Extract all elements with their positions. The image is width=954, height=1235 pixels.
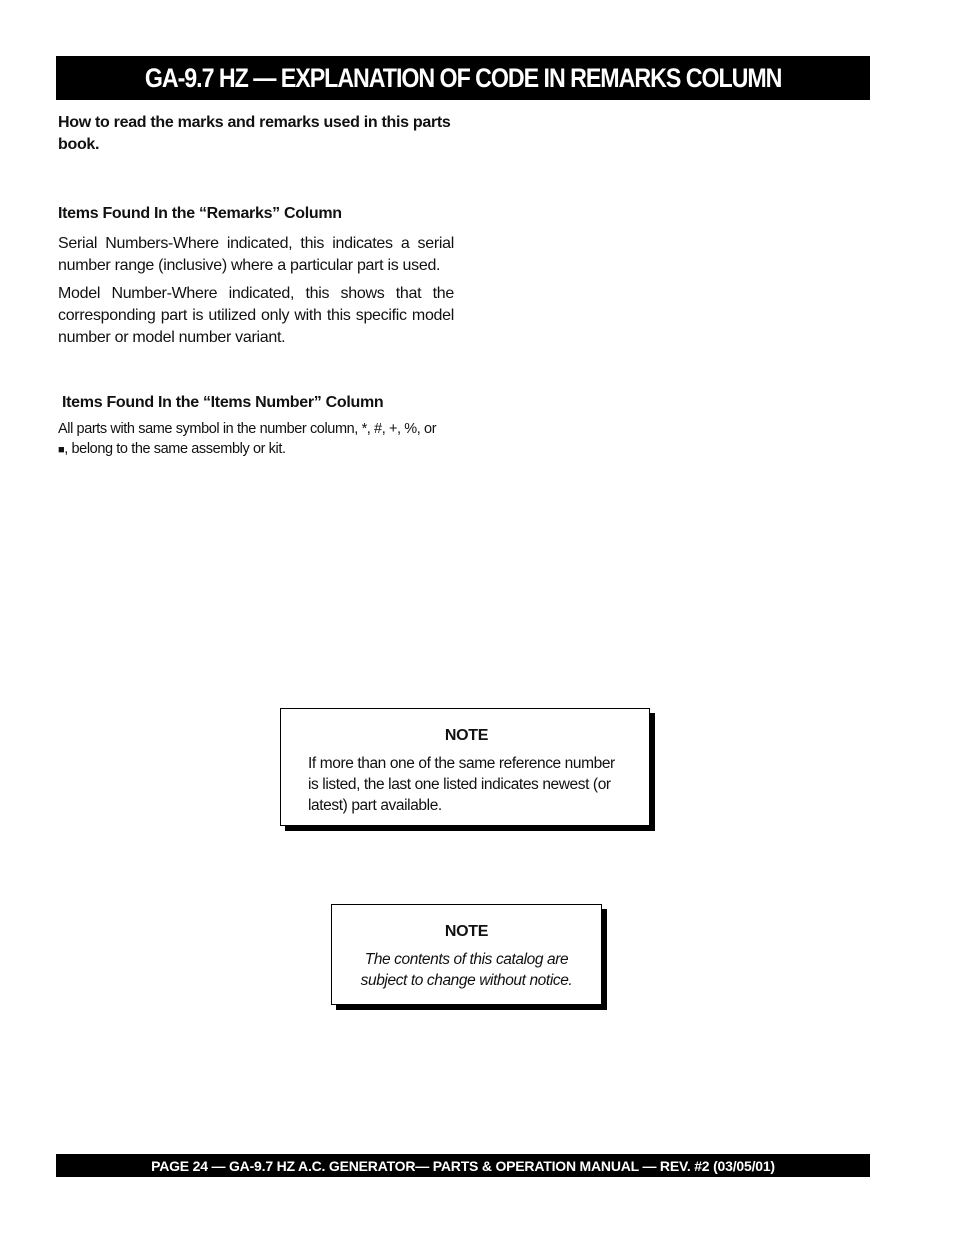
intro-text: How to read the marks and remarks used in this parts book. xyxy=(58,114,451,153)
main-content xyxy=(58,112,454,460)
items-paragraph xyxy=(58,419,454,460)
note-title: NOTE xyxy=(444,727,489,744)
items-symbols: *, #, +, %, or xyxy=(361,421,437,437)
note-box-catalog xyxy=(331,904,602,1005)
items-section-title: Items Found In the “Items Number” Column xyxy=(62,394,384,411)
page-footer-bar xyxy=(56,1154,870,1177)
items-text-end: , belong to the same assembly or kit. xyxy=(64,441,286,457)
footer-text: PAGE 24 — GA-9.7 HZ A.C. GENERATOR— PARTS & OPERATION MANUAL — REV. #2 (03/05/01) xyxy=(151,1157,775,1174)
model-number-paragraph: Model Number-Where indicated, this shows that the corresponding part is utilized only with this specific model number or model number variant. xyxy=(58,285,454,346)
note-text: The contents of this catalog are subject to change without notice. xyxy=(360,951,573,989)
serial-numbers-paragraph: Serial Numbers-Where indicated, this indicates a serial number range (inclusive) where a particular part is used. xyxy=(58,235,454,274)
note-text: If more than one of the same reference number is listed, the last one listed indicates newest (or latest) part available. xyxy=(308,755,615,814)
page-title: GA-9.7 HZ — EXPLANATION OF CODE IN REMARKS COLUMN xyxy=(144,62,782,93)
remarks-section-title: Items Found In the “Remarks” Column xyxy=(58,205,342,222)
note-box-reference xyxy=(280,708,650,826)
note-title: NOTE xyxy=(444,923,489,940)
page-header-bar xyxy=(56,56,870,100)
items-text-start: All parts with same symbol in the number column, xyxy=(58,421,362,437)
square-symbol: ■ xyxy=(58,444,65,456)
